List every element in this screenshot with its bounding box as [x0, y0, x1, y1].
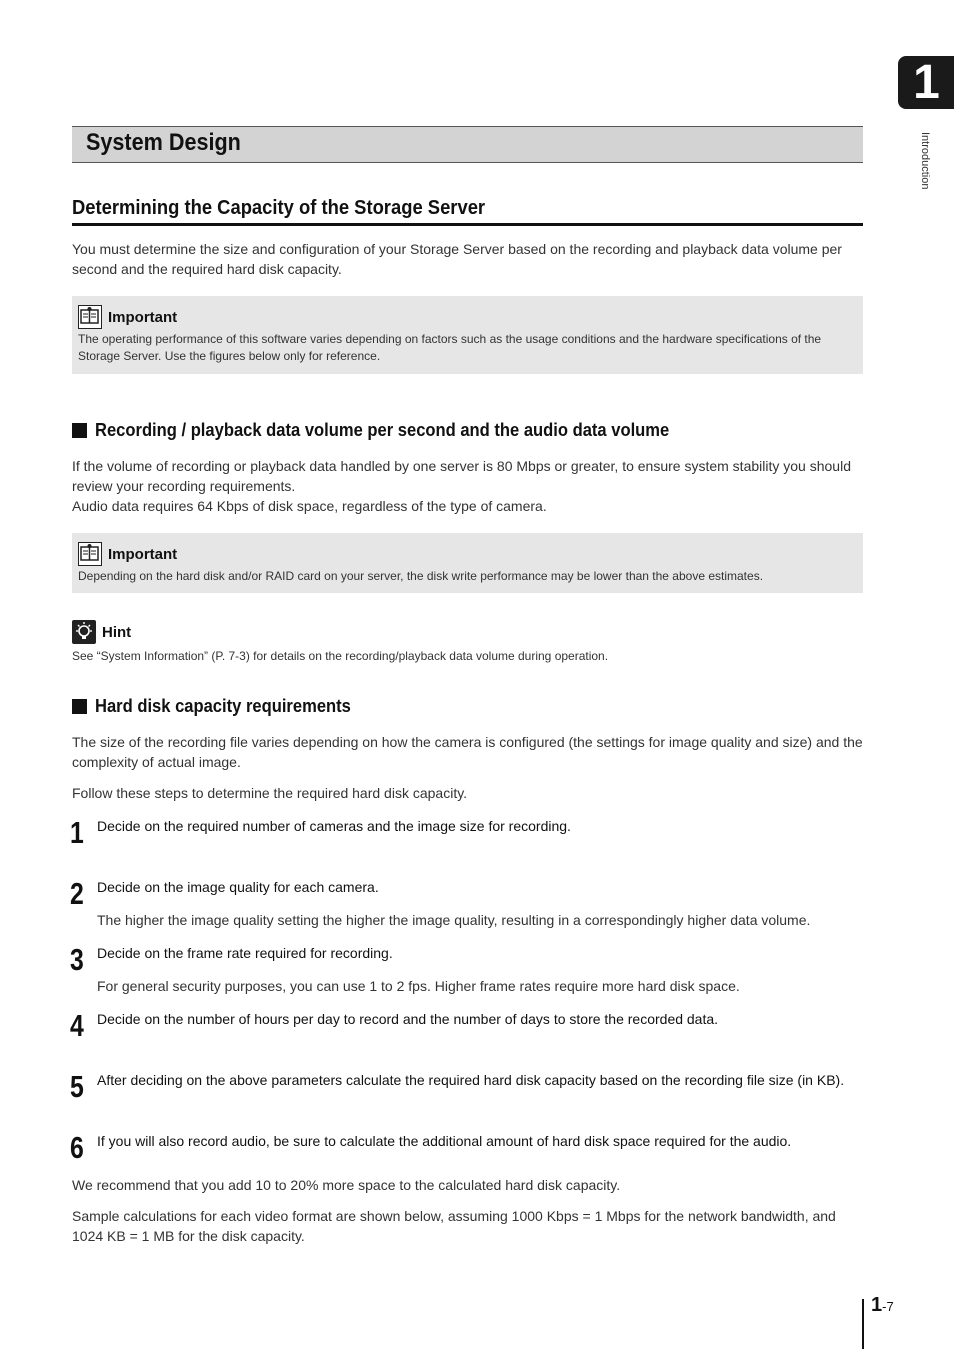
page-suffix: -7 [882, 1299, 894, 1314]
page-number [871, 1294, 894, 1317]
step-detail: The higher the image quality setting the higher the image quality, resulting in a correspondingly higher data volume. [97, 912, 811, 928]
step-number: 4 [70, 1008, 84, 1043]
step-text: Decide on the required number of cameras and the image size for recording. [97, 818, 571, 834]
recording-heading [72, 420, 719, 441]
square-bullet-icon [72, 423, 87, 438]
step-number: 6 [70, 1130, 84, 1165]
step-text: After deciding on the above parameters calculate the required hard disk capacity based on the recording file size (in KB). [97, 1072, 845, 1088]
important-text: Depending on the hard disk and/or RAID card on your server, the disk write performance may be lower than the above estimates. [78, 569, 764, 583]
important-label: Important [108, 545, 178, 563]
sample-paragraph: Sample calculations for each video format are shown below, assuming 1000 Kbps = 1 Mbps for the network bandwidth, and 1024 KB = 1 MB for the disk capacity. [72, 1208, 836, 1244]
step-number: 3 [70, 942, 84, 977]
capacity-heading-text: Hard disk capacity requirements [95, 696, 351, 716]
important-book-icon [78, 305, 102, 329]
subsection-title: Determining the Capacity of the Storage Server [72, 197, 486, 219]
capacity-heading [72, 696, 373, 717]
capacity-paragraph-1: The size of the recording file varies depending on how the camera is configured (the settings for image quality and size) and the complexity of actual image. [72, 734, 863, 770]
step-text: Decide on the image quality for each camera. [97, 879, 379, 895]
section-title-bar [72, 126, 863, 163]
important-book-icon [78, 542, 102, 566]
chapter-tab: 1 [898, 56, 954, 109]
subsection-heading [72, 194, 863, 226]
hint-text: See “System Information” (P. 7-3) for details on the recording/playback data volume during operation. [72, 649, 609, 663]
hint-lightbulb-icon [72, 620, 96, 644]
hint-header [72, 620, 131, 644]
recommend-paragraph: We recommend that you add 10 to 20% more space to the calculated hard disk capacity. [72, 1177, 621, 1193]
page-number-rule [862, 1299, 864, 1349]
important-text: The operating performance of this software varies depending on factors such as the usage conditions and the hardware specifications of the Storage Server. Use the figures below only for reference. [78, 332, 822, 363]
step-number: 2 [70, 876, 84, 911]
important-header [78, 305, 177, 329]
recording-paragraph-1: If the volume of recording or playback data handled by one server is 80 Mbps or greater, to ensure system stability you should review your recording requirements. [72, 458, 851, 494]
step-text: If you will also record audio, be sure to calculate the additional amount of hard disk space required for the audio. [97, 1133, 792, 1149]
step-text: Decide on the number of hours per day to record and the number of days to store the recorded data. [97, 1011, 719, 1027]
important-box-2 [72, 533, 863, 593]
important-box-1 [72, 296, 863, 374]
recording-paragraph-2: Audio data requires 64 Kbps of disk space, regardless of the type of camera. [72, 498, 547, 514]
important-label: Important [108, 308, 178, 326]
step-number: 1 [70, 815, 84, 850]
square-bullet-icon [72, 699, 87, 714]
chapter-side-label: Introduction [919, 132, 931, 190]
section-title: System Design [86, 129, 241, 156]
page-chapter: 1 [871, 1294, 883, 1316]
step-detail: For general security purposes, you can use 1 to 2 fps. Higher frame rates require more hard disk space. [97, 978, 740, 994]
important-header [78, 542, 177, 566]
hint-label: Hint [102, 623, 132, 641]
step-number: 5 [70, 1069, 84, 1104]
step-text: Decide on the frame rate required for recording. [97, 945, 393, 961]
recording-heading-text: Recording / playback data volume per second and the audio data volume [95, 420, 670, 440]
intro-paragraph: You must determine the size and configuration of your Storage Server based on the recording and playback data volume per second and the required hard disk capacity. [72, 241, 842, 277]
capacity-paragraph-2: Follow these steps to determine the required hard disk capacity. [72, 785, 468, 801]
